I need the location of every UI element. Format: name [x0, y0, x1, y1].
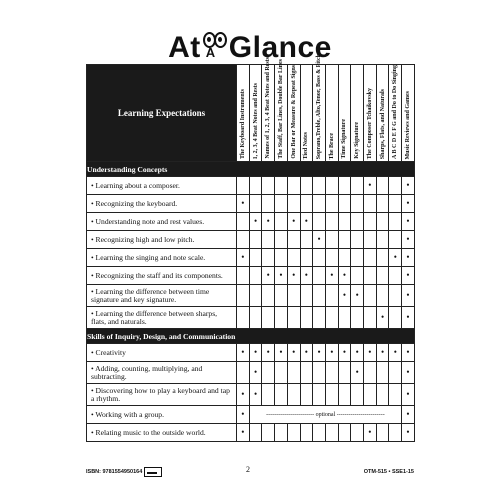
empty-cell: [338, 424, 351, 442]
empty-cell: [325, 195, 338, 213]
title-at: At: [168, 31, 201, 64]
check-dot: •: [402, 231, 415, 249]
empty-cell: [351, 267, 364, 285]
empty-cell: [275, 362, 288, 384]
empty-cell: [376, 213, 389, 231]
empty-cell: [325, 231, 338, 249]
table-row: [87, 249, 415, 267]
check-dot: •: [287, 267, 300, 285]
check-dot: •: [325, 344, 338, 362]
empty-cell: [275, 213, 288, 231]
empty-cell: [313, 213, 326, 231]
empty-cell: [287, 285, 300, 307]
empty-cell: [338, 177, 351, 195]
empty-cell: [287, 307, 300, 329]
row-label: • Learning the difference between sharps, flats, and naturals.: [87, 307, 237, 329]
empty-cell: [275, 195, 288, 213]
empty-cell: [262, 195, 275, 213]
empty-cell: [364, 267, 377, 285]
column-header-label: Soprano,Treble, Alto,Tenor, Bass & Pitch: [316, 53, 323, 159]
empty-cell: [313, 384, 326, 406]
row-label: • Discovering how to play a keyboard and tap a rhythm.: [87, 384, 237, 406]
empty-cell: [287, 249, 300, 267]
check-dot: •: [364, 177, 377, 195]
empty-cell: [262, 424, 275, 442]
check-dot: •: [402, 384, 415, 406]
section-header-row: [87, 162, 415, 177]
check-dot: •: [249, 362, 262, 384]
column-header: [364, 65, 377, 162]
title-a: A: [205, 45, 216, 60]
empty-cell: [300, 177, 313, 195]
empty-cell: [249, 267, 262, 285]
empty-cell: [364, 195, 377, 213]
check-dot: •: [402, 213, 415, 231]
empty-cell: [325, 177, 338, 195]
product-code: OTM-515 • SSE1-15: [363, 469, 414, 475]
column-header-label: The Staff, Bar Lines, Double Bar Lines: [277, 59, 284, 159]
check-dot: •: [402, 362, 415, 384]
column-header: [376, 65, 389, 162]
column-header: [249, 65, 262, 162]
column-header-label: The Brace: [328, 132, 335, 159]
empty-cell: [300, 231, 313, 249]
empty-cell: [313, 424, 326, 442]
row-label: • Working with a group.: [87, 406, 237, 424]
empty-cell: [262, 249, 275, 267]
check-dot: •: [300, 344, 313, 362]
empty-cell: [364, 285, 377, 307]
check-dot: •: [262, 267, 275, 285]
empty-cell: [325, 307, 338, 329]
empty-cell: [376, 231, 389, 249]
page-title: [0, 30, 500, 66]
empty-cell: [389, 177, 402, 195]
empty-cell: [364, 213, 377, 231]
empty-cell: [237, 231, 250, 249]
row-label: • Learning the difference between time signature and key signature.: [87, 285, 237, 307]
check-dot: •: [262, 213, 275, 231]
check-dot: •: [237, 384, 250, 406]
check-dot: •: [338, 285, 351, 307]
empty-cell: [237, 285, 250, 307]
empty-cell: [249, 285, 262, 307]
empty-cell: [338, 307, 351, 329]
empty-cell: [376, 362, 389, 384]
column-header: [300, 65, 313, 162]
check-dot: •: [402, 285, 415, 307]
check-dot: •: [402, 249, 415, 267]
empty-cell: [376, 267, 389, 285]
empty-cell: [287, 177, 300, 195]
empty-cell: [351, 424, 364, 442]
empty-cell: [237, 177, 250, 195]
empty-cell: [313, 267, 326, 285]
section-title: Understanding Concepts: [87, 162, 415, 177]
empty-cell: [364, 384, 377, 406]
check-dot: •: [389, 344, 402, 362]
empty-cell: [325, 249, 338, 267]
empty-cell: [313, 177, 326, 195]
empty-cell: [325, 384, 338, 406]
check-dot: •: [402, 177, 415, 195]
empty-cell: [300, 362, 313, 384]
column-header: [389, 65, 402, 162]
empty-cell: [300, 249, 313, 267]
empty-cell: [300, 424, 313, 442]
check-dot: •: [237, 344, 250, 362]
empty-cell: [389, 213, 402, 231]
empty-cell: [287, 424, 300, 442]
column-header-label: The Keyboard Instruments: [239, 88, 246, 159]
empty-cell: [364, 307, 377, 329]
empty-cell: [364, 231, 377, 249]
check-dot: •: [313, 344, 326, 362]
row-label: • Learning about a composer.: [87, 177, 237, 195]
empty-cell: [262, 177, 275, 195]
empty-cell: [249, 195, 262, 213]
table-row: [87, 231, 415, 249]
empty-cell: [338, 249, 351, 267]
table-row: [87, 307, 415, 329]
empty-cell: [376, 195, 389, 213]
empty-cell: [325, 285, 338, 307]
column-header-label: 1, 2, 3, 4 Beat Notes and Rests: [252, 82, 259, 159]
check-dot: •: [351, 344, 364, 362]
row-label: • Learning the singing and note scale.: [87, 249, 237, 267]
empty-cell: [351, 231, 364, 249]
empty-cell: [287, 384, 300, 406]
empty-cell: [389, 307, 402, 329]
row-label: • Recognizing the keyboard.: [87, 195, 237, 213]
empty-cell: [389, 285, 402, 307]
check-dot: •: [237, 249, 250, 267]
empty-cell: [275, 249, 288, 267]
empty-cell: [287, 231, 300, 249]
row-label: • Adding, counting, multiplying, and subtracting.: [87, 362, 237, 384]
table-row: [87, 267, 415, 285]
isbn-text: ISBN: 9781554950164: [86, 469, 143, 475]
empty-cell: [275, 177, 288, 195]
row-label: • Recognizing the staff and its components.: [87, 267, 237, 285]
header-row: [87, 65, 415, 162]
check-dot: •: [249, 384, 262, 406]
check-dot: •: [237, 406, 250, 424]
empty-cell: [376, 285, 389, 307]
column-header-label: One Bar or Measure & Repeat Signs: [290, 65, 297, 159]
empty-cell: [389, 231, 402, 249]
column-header-label: Tied Notes: [303, 131, 310, 159]
check-dot: •: [364, 344, 377, 362]
empty-cell: [351, 249, 364, 267]
check-dot: •: [402, 344, 415, 362]
empty-cell: [376, 384, 389, 406]
publisher-logo-icon: [144, 467, 162, 477]
column-header-label: Time Signature: [341, 119, 348, 159]
learning-expectations-header: Learning Expectations: [87, 65, 237, 162]
check-dot: •: [325, 267, 338, 285]
empty-cell: [275, 231, 288, 249]
page-number: 2: [246, 465, 250, 474]
column-header: [237, 65, 250, 162]
empty-cell: [275, 307, 288, 329]
column-header-label: Sharps, Flats, and Naturals: [379, 88, 386, 159]
empty-cell: [389, 384, 402, 406]
optional-note: ------------------------ optional ------------------------: [249, 406, 401, 424]
empty-cell: [338, 231, 351, 249]
empty-cell: [389, 362, 402, 384]
row-label: • Understanding note and rest values.: [87, 213, 237, 231]
empty-cell: [313, 362, 326, 384]
check-dot: •: [237, 424, 250, 442]
empty-cell: [237, 213, 250, 231]
row-label: • Creativity: [87, 344, 237, 362]
check-dot: •: [402, 406, 415, 424]
empty-cell: [325, 424, 338, 442]
check-dot: •: [287, 213, 300, 231]
empty-cell: [300, 285, 313, 307]
check-dot: •: [300, 213, 313, 231]
empty-cell: [376, 249, 389, 267]
empty-cell: [364, 362, 377, 384]
empty-cell: [364, 249, 377, 267]
section-header-row: [87, 329, 415, 344]
check-dot: •: [237, 195, 250, 213]
column-header: [275, 59, 288, 162]
empty-cell: [338, 362, 351, 384]
table-row: [87, 384, 415, 406]
check-dot: •: [351, 285, 364, 307]
empty-cell: [237, 267, 250, 285]
check-dot: •: [402, 195, 415, 213]
table-row: [87, 213, 415, 231]
empty-cell: [300, 195, 313, 213]
empty-cell: [300, 384, 313, 406]
column-header: [325, 65, 338, 162]
empty-cell: [351, 195, 364, 213]
check-dot: •: [364, 424, 377, 442]
empty-cell: [325, 362, 338, 384]
check-dot: •: [313, 231, 326, 249]
expectations-table: [86, 53, 415, 442]
row-label: • Relating music to the outside world.: [87, 424, 237, 442]
check-dot: •: [275, 344, 288, 362]
table-row: [87, 406, 415, 424]
column-header-label: Names of 1, 2, 3, 4 Beat Notes and Rests: [265, 57, 272, 159]
column-header: [287, 65, 300, 162]
check-dot: •: [287, 344, 300, 362]
empty-cell: [338, 213, 351, 231]
empty-cell: [313, 195, 326, 213]
check-dot: •: [402, 424, 415, 442]
check-dot: •: [249, 344, 262, 362]
table-row: [87, 344, 415, 362]
column-header: [402, 65, 415, 162]
empty-cell: [249, 249, 262, 267]
check-dot: •: [262, 344, 275, 362]
empty-cell: [275, 424, 288, 442]
empty-cell: [249, 177, 262, 195]
empty-cell: [338, 384, 351, 406]
empty-cell: [338, 195, 351, 213]
check-dot: •: [249, 213, 262, 231]
empty-cell: [275, 384, 288, 406]
column-header-label: A B C D E F G and Do to Do Singing: [392, 65, 399, 159]
check-dot: •: [376, 344, 389, 362]
column-header: [351, 65, 364, 162]
empty-cell: [351, 177, 364, 195]
column-header: [338, 65, 351, 162]
empty-cell: [313, 307, 326, 329]
empty-cell: [313, 285, 326, 307]
empty-cell: [389, 195, 402, 213]
empty-cell: [313, 249, 326, 267]
title-glance: Glance: [228, 31, 332, 64]
empty-cell: [287, 362, 300, 384]
empty-cell: [249, 231, 262, 249]
column-header-label: Music Reviews and Games: [404, 90, 411, 159]
row-label: • Recognizing high and low pitch.: [87, 231, 237, 249]
column-header-label: The Composer Tchaikovsky: [366, 87, 373, 159]
empty-cell: [376, 177, 389, 195]
empty-cell: [351, 213, 364, 231]
check-dot: •: [338, 267, 351, 285]
empty-cell: [249, 424, 262, 442]
check-dot: •: [402, 307, 415, 329]
check-dot: •: [402, 267, 415, 285]
table-row: [87, 362, 415, 384]
empty-cell: [262, 384, 275, 406]
table-row: [87, 177, 415, 195]
column-header: [262, 57, 275, 162]
check-dot: •: [376, 307, 389, 329]
empty-cell: [351, 307, 364, 329]
empty-cell: [389, 424, 402, 442]
check-dot: •: [275, 267, 288, 285]
empty-cell: [351, 384, 364, 406]
empty-cell: [249, 307, 262, 329]
empty-cell: [376, 424, 389, 442]
empty-cell: [237, 362, 250, 384]
check-dot: •: [351, 362, 364, 384]
empty-cell: [262, 231, 275, 249]
empty-cell: [262, 307, 275, 329]
check-dot: •: [300, 267, 313, 285]
empty-cell: [389, 267, 402, 285]
empty-cell: [287, 195, 300, 213]
table-row: [87, 195, 415, 213]
empty-cell: [262, 285, 275, 307]
empty-cell: [325, 213, 338, 231]
empty-cell: [275, 285, 288, 307]
eyes-icon: [202, 30, 228, 58]
empty-cell: [237, 307, 250, 329]
table-row: [87, 285, 415, 307]
column-header-label: Key Signature: [354, 122, 361, 159]
empty-cell: [262, 362, 275, 384]
table-row: [87, 424, 415, 442]
check-dot: •: [338, 344, 351, 362]
column-header: [313, 53, 326, 162]
empty-cell: [300, 307, 313, 329]
section-title: Skills of Inquiry, Design, and Communication: [87, 329, 415, 344]
check-dot: •: [389, 249, 402, 267]
